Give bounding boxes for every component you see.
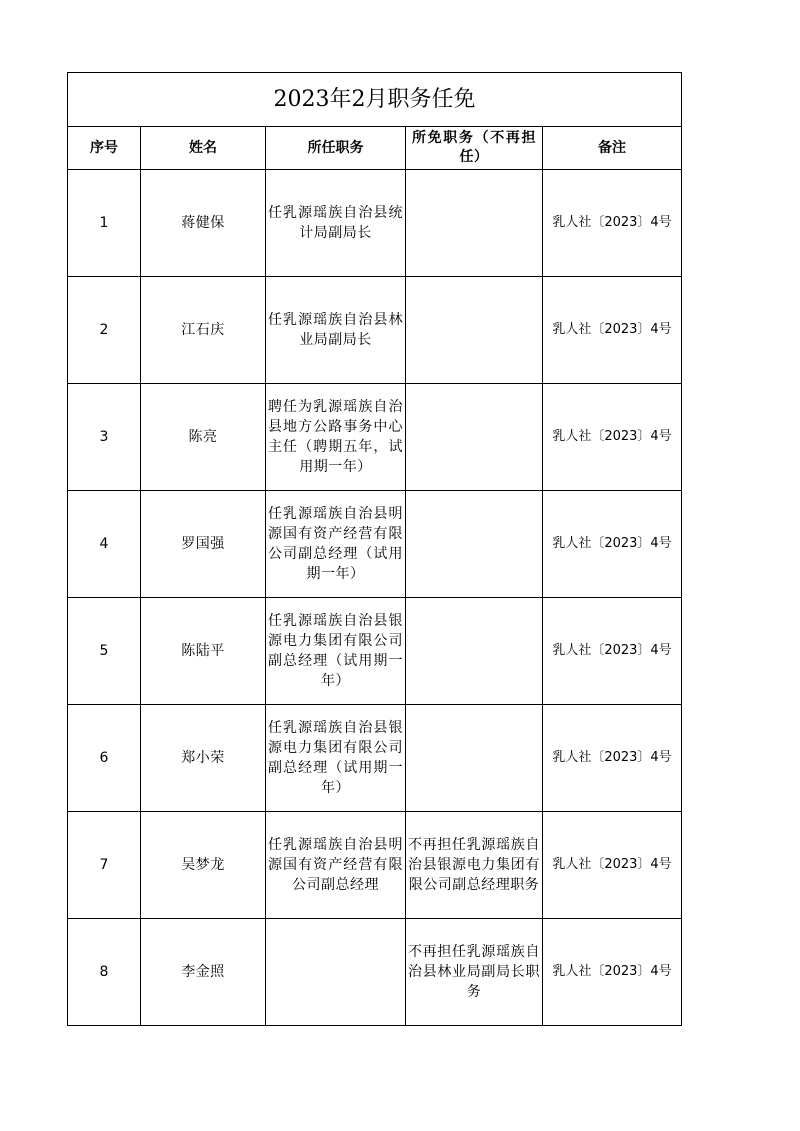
table-row	[68, 384, 682, 491]
row-name: 陈亮	[141, 384, 266, 491]
row-name: 吴梦龙	[141, 812, 266, 919]
row-name: 江石庆	[141, 277, 266, 384]
row-remark: 乳人社〔2023〕4号	[543, 812, 682, 919]
row-index: 5	[68, 598, 141, 705]
row-name: 李金照	[141, 919, 266, 1026]
row-remark: 乳人社〔2023〕4号	[543, 170, 682, 277]
row-remark: 乳人社〔2023〕4号	[543, 384, 682, 491]
table-row	[68, 277, 682, 384]
appointment-sheet	[67, 72, 682, 1026]
row-removed: 不再担任乳源瑶族自治县银源电力集团有限公司副总经理职务	[406, 812, 543, 919]
header-removed: 所免职务（不再担任）	[406, 127, 543, 170]
row-removed	[406, 170, 543, 277]
table-header-row	[68, 127, 682, 170]
table-row	[68, 812, 682, 919]
header-remark: 备注	[543, 127, 682, 170]
row-name: 罗国强	[141, 491, 266, 598]
row-appointed: 任乳源瑶族自治县银源电力集团有限公司副总经理（试用期一年）	[266, 598, 406, 705]
row-remark: 乳人社〔2023〕4号	[543, 705, 682, 812]
row-remark: 乳人社〔2023〕4号	[543, 598, 682, 705]
row-name: 陈陆平	[141, 598, 266, 705]
page-title: 2023年2月职务任免	[68, 73, 682, 127]
header-index: 序号	[68, 127, 141, 170]
row-removed	[406, 705, 543, 812]
row-appointed: 任乳源瑶族自治县明源国有资产经营有限公司副总经理	[266, 812, 406, 919]
row-removed	[406, 277, 543, 384]
row-appointed: 任乳源瑶族自治县统计局副局长	[266, 170, 406, 277]
row-index: 8	[68, 919, 141, 1026]
table-row	[68, 705, 682, 812]
table-row	[68, 598, 682, 705]
header-name: 姓名	[141, 127, 266, 170]
row-index: 7	[68, 812, 141, 919]
row-appointed	[266, 919, 406, 1026]
row-index: 6	[68, 705, 141, 812]
row-removed	[406, 384, 543, 491]
table-row	[68, 491, 682, 598]
table-row	[68, 919, 682, 1026]
row-remark: 乳人社〔2023〕4号	[543, 919, 682, 1026]
row-appointed: 聘任为乳源瑶族自治县地方公路事务中心主任（聘期五年，试用期一年）	[266, 384, 406, 491]
header-appointed: 所任职务	[266, 127, 406, 170]
row-appointed: 任乳源瑶族自治县林业局副局长	[266, 277, 406, 384]
row-name: 郑小荣	[141, 705, 266, 812]
row-name: 蒋健保	[141, 170, 266, 277]
row-index: 1	[68, 170, 141, 277]
row-remark: 乳人社〔2023〕4号	[543, 277, 682, 384]
row-removed	[406, 491, 543, 598]
row-index: 4	[68, 491, 141, 598]
row-removed: 不再担任乳源瑶族自治县林业局副局长职务	[406, 919, 543, 1026]
row-index: 3	[68, 384, 141, 491]
row-remark: 乳人社〔2023〕4号	[543, 491, 682, 598]
row-appointed: 任乳源瑶族自治县明源国有资产经营有限公司副总经理（试用期一年）	[266, 491, 406, 598]
appointment-table	[67, 72, 682, 1026]
row-appointed: 任乳源瑶族自治县银源电力集团有限公司副总经理（试用期一年）	[266, 705, 406, 812]
table-row	[68, 170, 682, 277]
row-removed	[406, 598, 543, 705]
row-index: 2	[68, 277, 141, 384]
